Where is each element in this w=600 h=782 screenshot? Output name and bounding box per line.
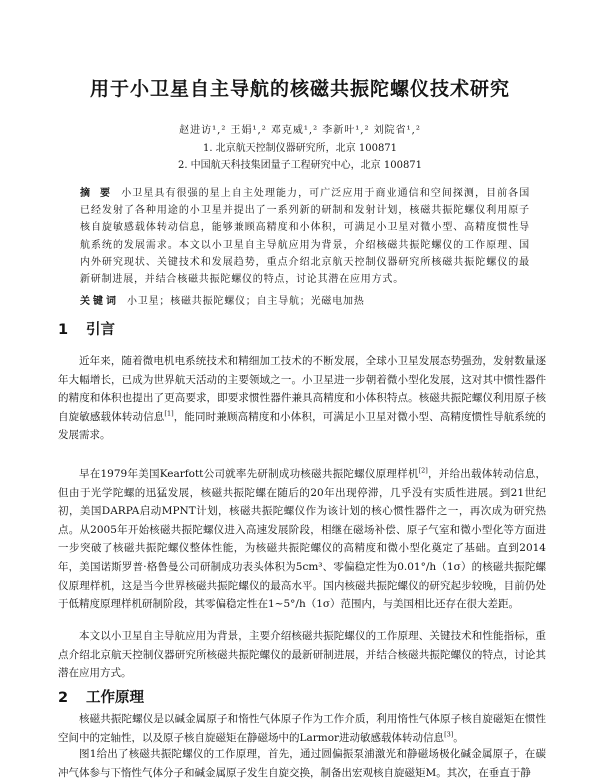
abstract-label: 摘 要 xyxy=(80,188,114,199)
paragraph-text: 近年来，随着微电机电系统技术和精细加工技术的不断发展，全球小卫星发展态势强劲，发射数量逐年大幅增长，已成为世界航天活动的主要领域之一。小卫星进一步朝着微小型化发展，这对其中惯性器件的精度和体积也提出了更高要求，即要求惯性器件兼具高精度和小体积特点。核磁共振陀螺仪利用原子核自旋敏感载体转动信息 xyxy=(58,355,546,423)
section-number: 1 xyxy=(58,322,69,338)
affiliation-2: 2. 中国航天科技集团量子工程研究中心，北京 100871 xyxy=(177,160,423,171)
section-title: 工作原理 xyxy=(86,690,144,706)
affiliation-1: 1. 北京航天控制仪器研究所，北京 100871 xyxy=(202,143,398,154)
keywords xyxy=(80,292,530,307)
section-heading-introduction xyxy=(58,318,115,339)
keywords-label: 关键词 xyxy=(80,296,119,307)
section-number: 2 xyxy=(58,690,69,706)
paragraph xyxy=(58,710,546,747)
paper-title: 用于小卫星自主导航的核磁共振陀螺仪技术研究 xyxy=(89,78,510,100)
paragraph xyxy=(58,352,546,445)
author-list: 赵进访¹,² 王娟¹,² 邓克威¹,² 李新叶¹,² 刘院省¹,² xyxy=(179,125,421,136)
paragraph-text: ，并给出载体转动信息，但由于光学陀螺的迅猛发展，核磁共振陀螺在随后的20年出现停滞，几乎没有实质性进展。到21世纪初，美国DARPA启动MPNT计划，核磁共振陀螺仪作为该计划的核心惯性器件之一，再次成为研究热点。从2005年开始核磁共振陀螺仪进入高速发展阶段，相继在磁场补偿、原子气室和微小型化等方面进一步突破了核磁共振陀螺仪整体性能，为核磁共振陀螺仪的高精度和微小型化奠定了基础。直到2014年，美国诺斯罗普·格鲁曼公司研制成功表头体积为5cm³、零偏稳定性为0.01°/h（1σ）的核磁共振陀螺仪原理样机，这是当今世界核磁共振陀螺仪的最高水平。国内核磁共振陀螺仪的研究起步较晚，目前仍处于低精度原理样机研制阶段，其零偏稳定性在1~5°/h（1σ）范围内，与美国相比还存在很大差距。 xyxy=(58,468,546,611)
paragraph-text: 核磁共振陀螺仪是以碱金属原子和惰性气体原子作为工作介质，利用惰性气体原子核自旋磁矩在惯性空间中的定轴性，以及原子核自旋磁矩在静磁场中的Larmor进动敏感载体转动信息 xyxy=(58,713,546,744)
paragraph-text: 本文以小卫星自主导航应用为背景，主要介绍核磁共振陀螺仪的工作原理、关键技术和性能指标，重点介绍北京航天控制仪器研究所核磁共振陀螺仪的最新研制进展，并结合核磁共振陀螺仪的特点，讨论其潜在应用方式。 xyxy=(58,630,546,680)
paragraph-text: 图1给出了核磁共振陀螺仪的工作原理，首先，通过圆偏振泵浦激光和静磁场极化碱金属原子，在碳冲气体参与下惰性气体分子和碱金属原子发生自旋交换，制备出宏观核自旋磁矩M。其次，在垂直于静 xyxy=(58,748,546,779)
keywords-text: 小卫星；核磁共振陀螺仪；自主导航；光磁电加热 xyxy=(127,296,365,307)
paragraph xyxy=(58,745,546,782)
section-heading-working-principle xyxy=(58,686,144,707)
paragraph-text: 。 xyxy=(453,731,464,744)
citation: [2] xyxy=(418,466,428,475)
paragraph-text: 早在1979年美国Kearfott公司就率先研制成功核磁共振陀螺仪原理样机 xyxy=(79,468,419,480)
paragraph-text: ，能同时兼顾高精度和小体积，可满足小卫星对微小型、高精度惯性导航系统的发展需求。 xyxy=(58,410,547,442)
paragraph xyxy=(58,627,546,683)
abstract-text: 小卫星具有很强的星上自主处理能力，可广泛应用于商业通信和空间探测，目前各国已经发射了各种用途的小卫星并提出了一系列新的研制和发射计划，核磁共振陀螺仪利用原子核自旋敏感载体转动信息，能够兼顾高精度和小体积，可满足小卫星对微小型、高精度惯性导航系统的发展需求。本文以小卫星自主导航应用为背景，介绍核磁共振陀螺仪的工作原理、国内外研究现状、关键技术和发展趋势，重点介绍北京航天控制仪器研究所核磁共振陀螺仪的最新研制进展，并结合核磁共振陀螺仪的特点，讨论其潜在应用方式。 xyxy=(80,188,530,286)
paragraph xyxy=(58,465,546,614)
citation: [1] xyxy=(164,409,174,418)
abstract xyxy=(80,185,530,288)
citation: [3] xyxy=(444,730,454,739)
section-title: 引言 xyxy=(86,322,115,338)
